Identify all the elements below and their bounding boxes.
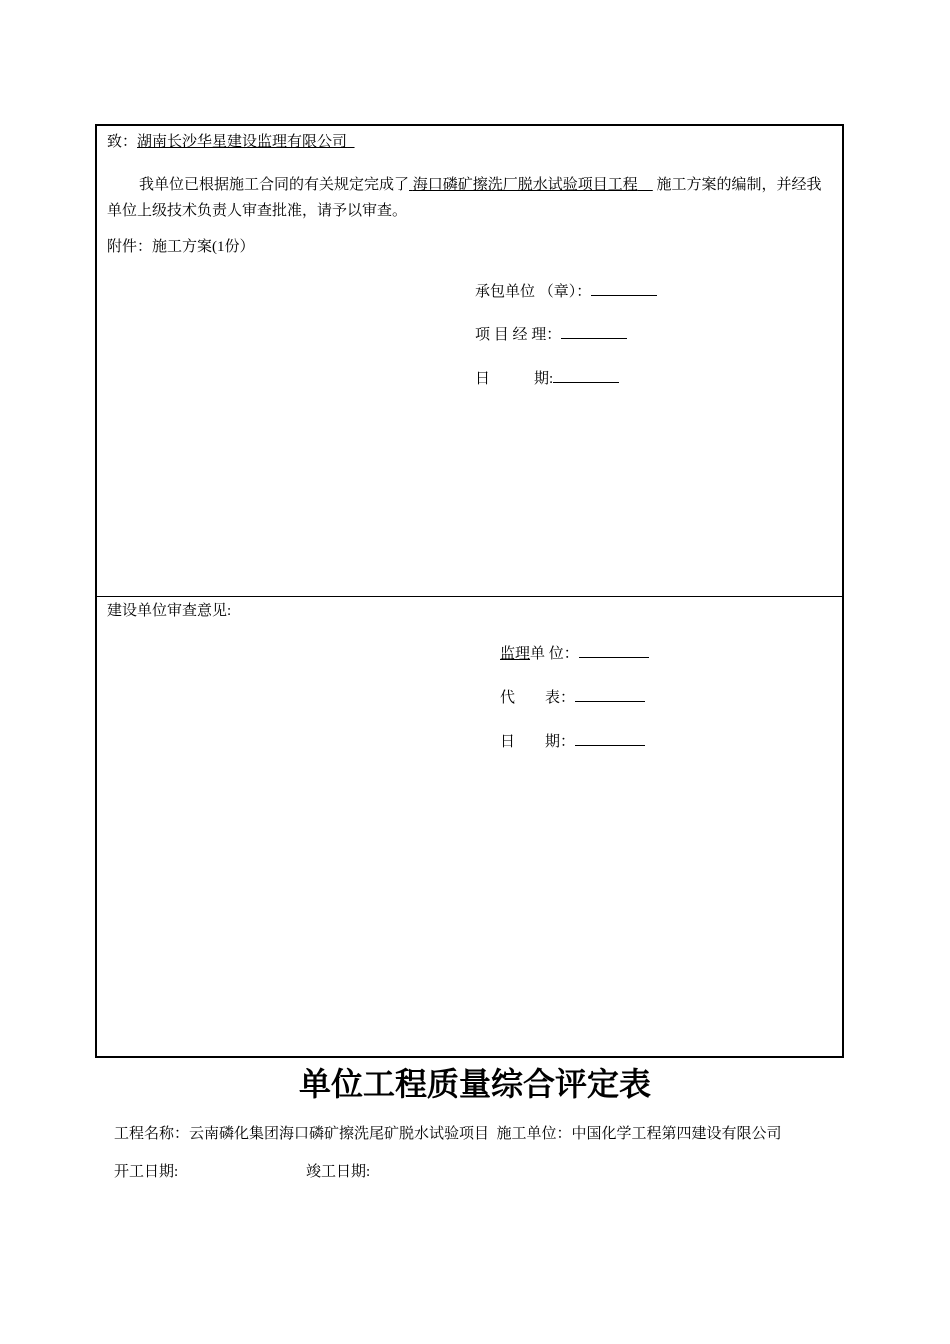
date-blank <box>553 368 619 383</box>
paragraph-text-after: 施工方案的编制，并经我单位上级技术负责人审查批准，请予以审查。 <box>107 177 822 219</box>
representative-blank <box>575 687 645 702</box>
project-manager-blank <box>561 324 627 339</box>
submission-paragraph <box>107 172 832 224</box>
paragraph-text-before: 我单位已根据施工合同的有关规定完成了 <box>139 177 410 193</box>
review-section <box>97 597 842 1056</box>
review-date-label-part2: 期： <box>545 734 576 750</box>
construction-unit-label: 施工单位：中国化学工程第四建设有限公司 <box>496 1126 782 1142</box>
review-date-blank <box>575 731 645 746</box>
start-date-label: 开工日期: <box>114 1164 179 1180</box>
representative-label-part2: 表： <box>545 690 576 706</box>
supervisor-blank <box>579 643 649 658</box>
attachment-line: 附件：施工方案(1份） <box>107 239 255 255</box>
contractor-blank <box>591 281 657 296</box>
review-date-line <box>500 731 645 752</box>
project-manager-line <box>475 324 627 345</box>
project-name: 海口磷矿擦洗厂脱水试验项目工程 <box>412 177 638 193</box>
project-info-line <box>114 1124 782 1144</box>
addressee-line <box>107 132 355 152</box>
submission-section <box>97 126 842 597</box>
approval-form-table <box>95 124 844 1058</box>
project-name-label: 工程名称：云南磷化集团海口磷矿擦洗尾矿脱水试验项目 <box>114 1126 490 1142</box>
supervisor-label: 单 位： <box>530 646 579 662</box>
document-title: 单位工程质量综合评定表 <box>298 1065 651 1103</box>
contractor-signature-line <box>475 281 657 302</box>
review-date-label-part1: 日 <box>500 734 516 750</box>
date-line <box>475 368 619 389</box>
supervisor-label-underlined: 监理 <box>500 646 531 662</box>
contractor-label: 承包单位 （章）： <box>475 284 592 300</box>
representative-label-part1: 代 <box>500 690 516 706</box>
project-manager-label: 项 目 经 理： <box>475 327 562 343</box>
review-heading: 建设单位审查意见: <box>107 603 232 619</box>
date-label-part1: 日 <box>475 371 491 387</box>
addressee-name: 湖南长沙华星建设监理有限公司 <box>137 134 348 150</box>
completion-date-label: 竣工日期: <box>306 1164 371 1180</box>
supervisor-line <box>500 643 649 664</box>
representative-line <box>500 687 645 708</box>
addressee-label: 致： <box>107 134 138 150</box>
date-label-part2: 期: <box>534 371 554 387</box>
